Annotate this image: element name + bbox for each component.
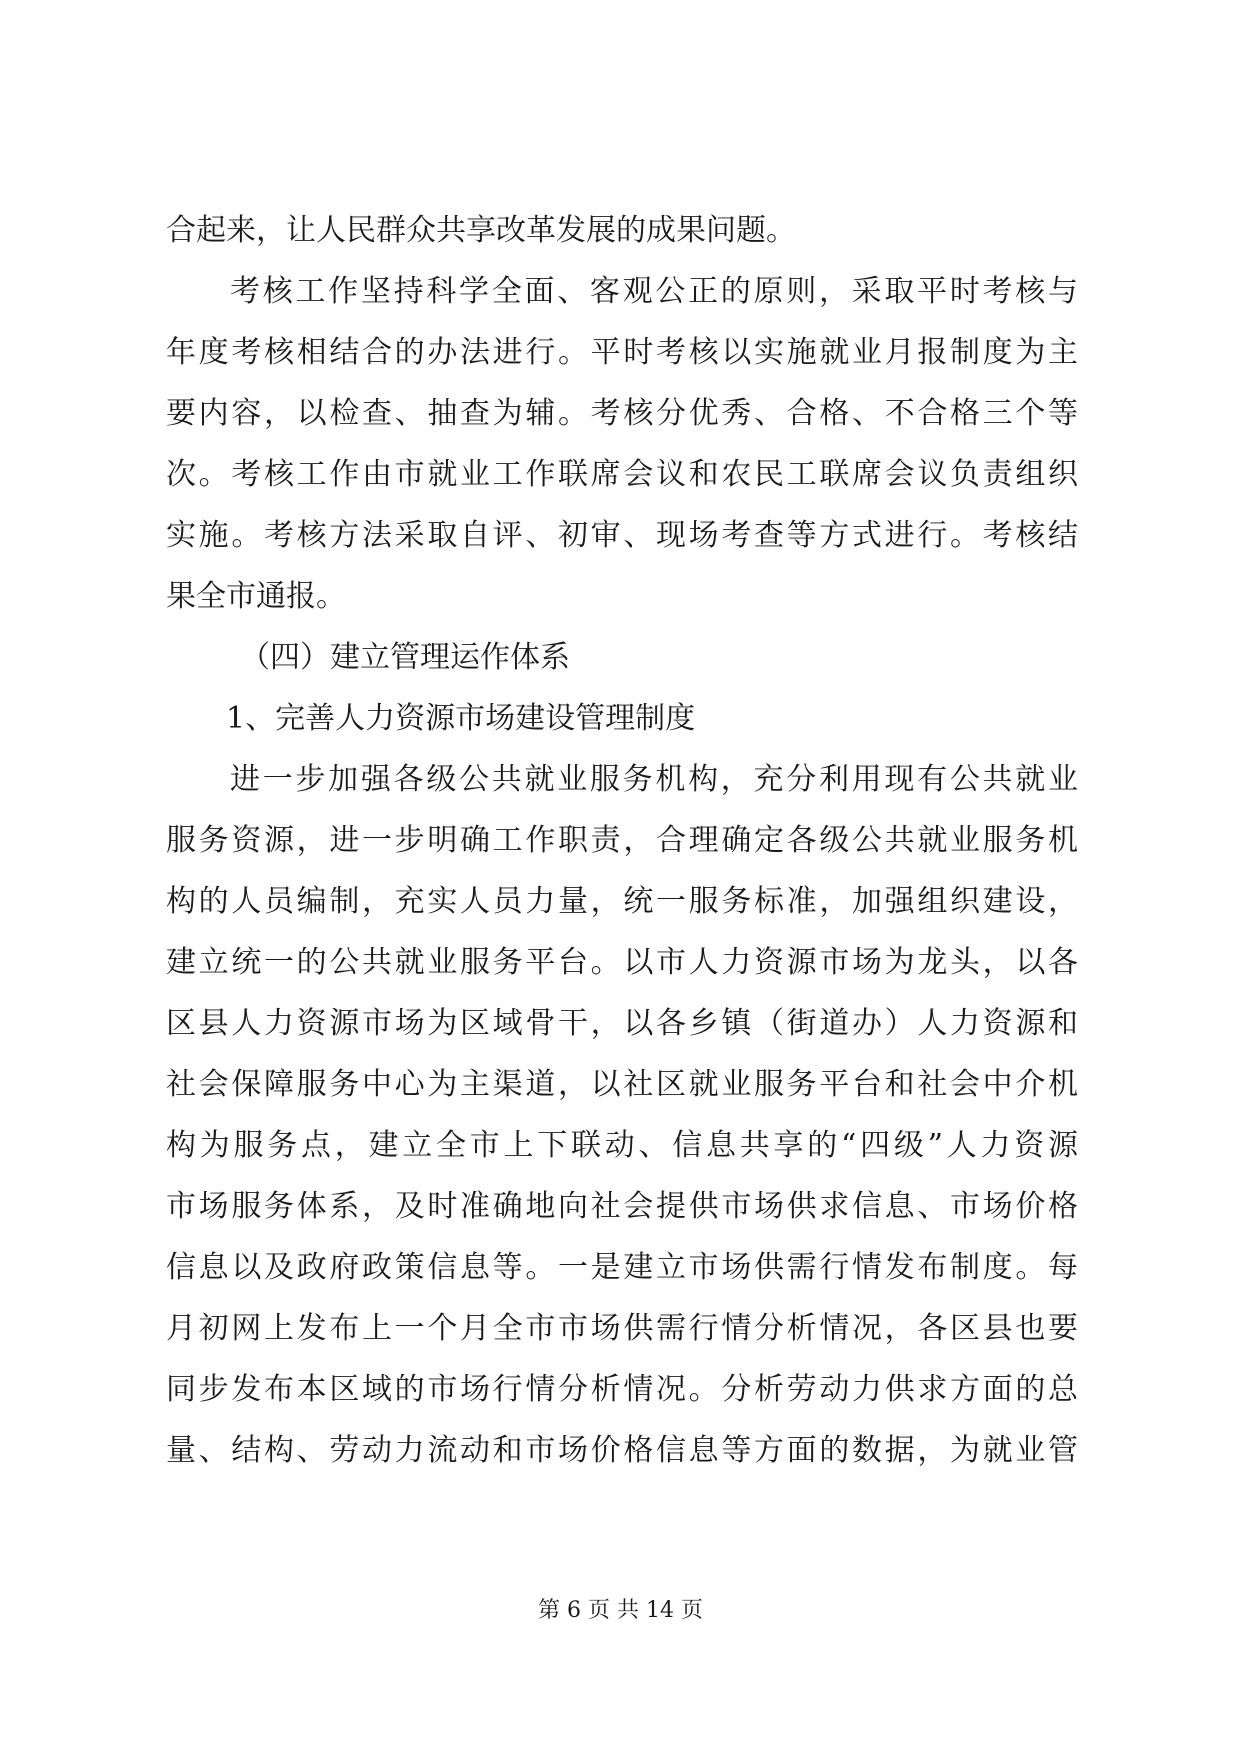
text-line: 要内容，以检查、抽查为辅。考核分优秀、合格、不合格三个等 bbox=[166, 396, 1078, 431]
text-line: 果全市通报。 bbox=[166, 579, 346, 614]
text-line: 构的人员编制，充实人员力量，统一服务标准，加强组织建设， bbox=[166, 884, 1078, 919]
text-line: 建立统一的公共就业服务平台。以市人力资源市场为龙头，以各 bbox=[166, 945, 1078, 980]
text-line: 信息以及政府政策信息等。一是建立市场供需行情发布制度。每 bbox=[166, 1250, 1078, 1285]
body-text bbox=[166, 200, 1078, 1481]
text-line: 月初网上发布上一个月全市市场供需行情分析情况，各区县也要 bbox=[166, 1311, 1078, 1346]
section-heading: （四）建立管理运作体系 bbox=[240, 640, 570, 675]
text-line: 构为服务点，建立全市上下联动、信息共享的“四级”人力资源 bbox=[166, 1128, 1078, 1163]
text-line: 合起来，让人民群众共享改革发展的成果问题。 bbox=[166, 213, 796, 248]
text-line: 社会保障服务中心为主渠道，以社区就业服务平台和社会中介机 bbox=[166, 1067, 1078, 1102]
text-line: 次。考核工作由市就业工作联席会议和农民工联席会议负责组织 bbox=[166, 457, 1078, 492]
paragraph-start-line: 考核工作坚持科学全面、客观公正的原则，采取平时考核与 bbox=[230, 274, 1078, 309]
text-line: 服务资源，进一步明确工作职责，合理确定各级公共就业服务机 bbox=[166, 823, 1078, 858]
text-line: 实施。考核方法采取自评、初审、现场考查等方式进行。考核结 bbox=[166, 518, 1078, 553]
text-line: 区县人力资源市场为区域骨干，以各乡镇（街道办）人力资源和 bbox=[166, 1006, 1078, 1041]
text-line: 年度考核相结合的办法进行。平时考核以实施就业月报制度为主 bbox=[166, 335, 1078, 370]
page-number-footer: 第 6 页 共 14 页 bbox=[538, 1598, 703, 1623]
subsection-heading: 1、完善人力资源市场建设管理制度 bbox=[226, 701, 696, 736]
text-line: 市场服务体系，及时准确地向社会提供市场供求信息、市场价格 bbox=[166, 1189, 1078, 1224]
text-line: 量、结构、劳动力流动和市场价格信息等方面的数据，为就业管 bbox=[166, 1433, 1078, 1468]
paragraph-start-line: 进一步加强各级公共就业服务机构，充分利用现有公共就业 bbox=[230, 762, 1078, 797]
text-line: 同步发布本区域的市场行情分析情况。分析劳动力供求方面的总 bbox=[166, 1372, 1078, 1407]
